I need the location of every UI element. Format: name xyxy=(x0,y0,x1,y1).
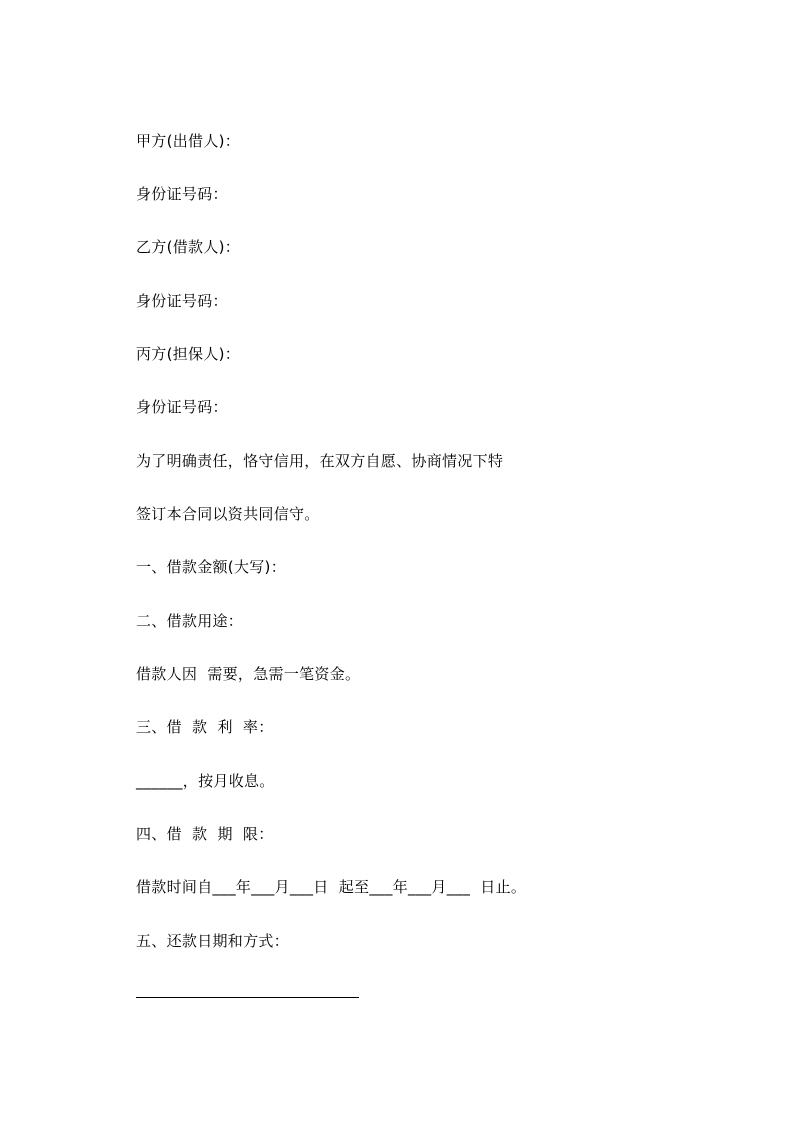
loan-term-heading: 四、借 款 期 限： xyxy=(136,825,274,843)
borrower-label: 乙方(借款人)： xyxy=(136,238,241,256)
guarantor-id-label: 身份证号码： xyxy=(136,398,228,416)
repayment-heading: 五、还款日期和方式： xyxy=(136,932,290,950)
loan-purpose-text: 借款人因 需要，急需一笔资金。 xyxy=(136,665,361,683)
interest-rate-text: ______，按月收息。 xyxy=(136,772,275,790)
interest-rate-heading: 三、借 款 利 率： xyxy=(136,718,274,736)
guarantor-label: 丙方(担保人)： xyxy=(136,345,241,363)
loan-term-text: 借款时间自___年___月___日 起至___年___月___ 日止。 xyxy=(136,878,527,896)
borrower-id-label: 身份证号码： xyxy=(136,292,228,310)
repayment-blank-line xyxy=(136,997,359,998)
preamble-line-2: 签订本合同以资共同信守。 xyxy=(136,505,320,523)
lender-id-label: 身份证号码： xyxy=(136,185,228,203)
preamble-line-1: 为了明确责任，恪守信用，在双方自愿、协商情况下特 xyxy=(136,452,504,470)
loan-amount-heading: 一、借款金额(大写)： xyxy=(136,558,287,576)
loan-purpose-heading: 二、借款用途： xyxy=(136,612,244,630)
lender-label: 甲方(出借人)： xyxy=(136,132,241,150)
